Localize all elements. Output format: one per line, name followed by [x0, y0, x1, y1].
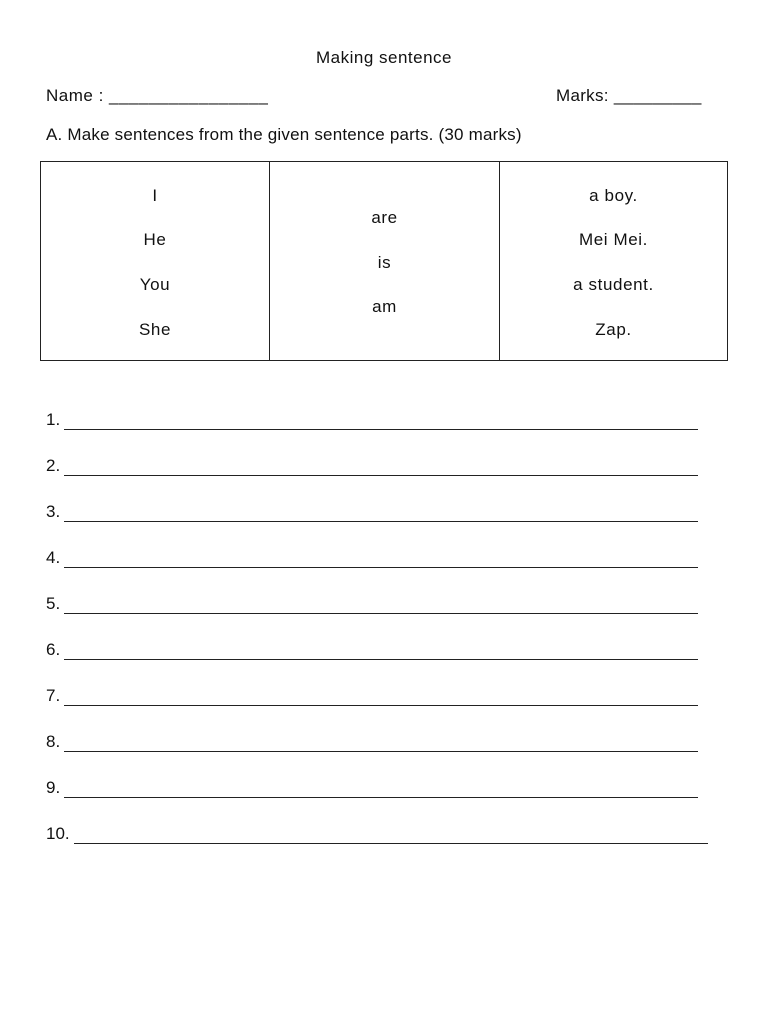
answer-rule[interactable] — [64, 641, 698, 660]
subject-word: She — [138, 320, 172, 339]
answer-line[interactable] — [46, 410, 698, 430]
verb-word: is — [377, 253, 392, 272]
answer-line[interactable] — [46, 640, 698, 660]
complement-word: Mei Mei. — [578, 230, 649, 249]
answer-number: 7. — [46, 686, 61, 705]
verb-word: are — [371, 208, 398, 227]
answer-rule[interactable] — [64, 411, 698, 430]
instruction-text: A. Make sentences from the given sentence parts. (30 marks) — [46, 125, 522, 144]
subject-word: He — [143, 230, 167, 249]
marks-field-label: Marks: _________ — [556, 86, 702, 105]
answer-number: 10. — [46, 824, 70, 843]
answer-line[interactable] — [46, 824, 708, 844]
answer-rule[interactable] — [64, 549, 698, 568]
complement-word: a student. — [573, 275, 654, 294]
name-field-label: Name : ________________ — [46, 86, 269, 105]
answer-rule[interactable] — [64, 457, 698, 476]
answer-number: 5. — [46, 594, 61, 613]
answer-line[interactable] — [46, 594, 698, 614]
answer-rule[interactable] — [74, 825, 708, 844]
answer-line[interactable] — [46, 732, 698, 752]
answer-number: 1. — [46, 410, 61, 429]
complements-column — [500, 162, 727, 360]
answer-rule[interactable] — [64, 503, 698, 522]
answer-number: 4. — [46, 548, 61, 567]
answer-line[interactable] — [46, 778, 698, 798]
answer-line[interactable] — [46, 502, 698, 522]
answer-line[interactable] — [46, 686, 698, 706]
answer-number: 2. — [46, 456, 61, 475]
subjects-column — [41, 162, 270, 360]
complement-word: a boy. — [589, 186, 638, 205]
answer-line[interactable] — [46, 548, 698, 568]
answer-rule[interactable] — [64, 687, 698, 706]
answer-rule[interactable] — [64, 595, 698, 614]
answer-number: 6. — [46, 640, 61, 659]
verb-word: am — [372, 297, 397, 316]
answer-rule[interactable] — [64, 733, 698, 752]
subject-word: I — [152, 186, 158, 205]
answer-line[interactable] — [46, 456, 698, 476]
complement-word: Zap. — [595, 320, 632, 339]
sentence-parts-table — [40, 161, 728, 361]
answer-number: 3. — [46, 502, 61, 521]
subject-word: You — [139, 275, 171, 294]
worksheet-title: Making sentence — [315, 48, 453, 67]
answer-number: 9. — [46, 778, 61, 797]
answer-number: 8. — [46, 732, 61, 751]
verbs-column — [270, 162, 500, 360]
answer-rule[interactable] — [64, 779, 698, 798]
